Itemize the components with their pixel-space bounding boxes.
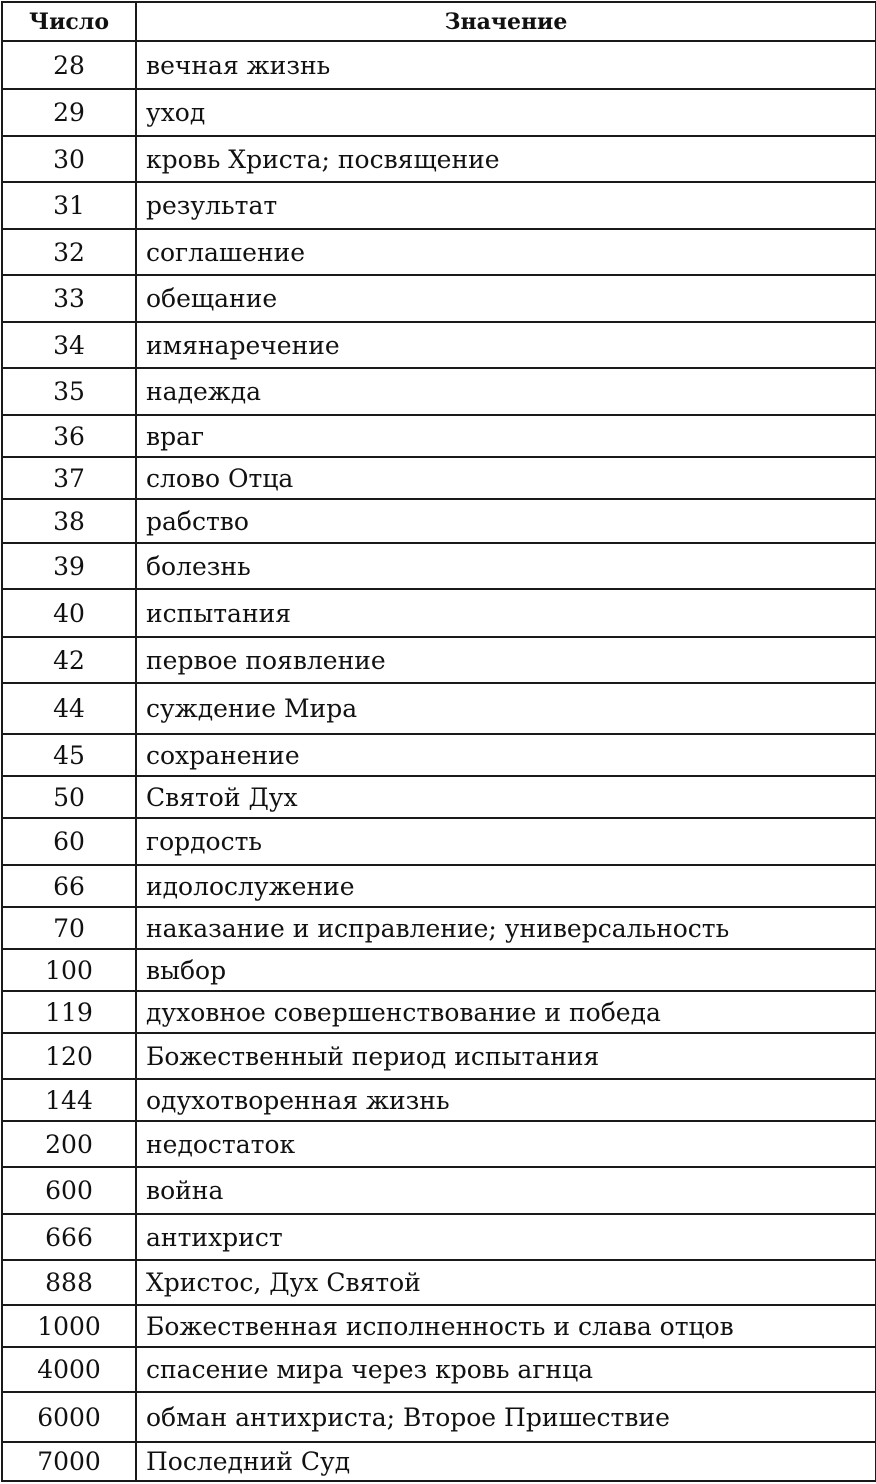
row-meaning: болезнь [136,543,876,589]
table-row [2,776,876,818]
row-meaning: рабство [136,499,876,543]
row-number: 66 [2,865,136,907]
table-row [2,543,876,589]
row-meaning: Христос, Дух Святой [136,1260,876,1305]
table-row [2,949,876,991]
table-row [2,89,876,136]
table-row [2,1033,876,1079]
row-meaning: первое появление [136,637,876,683]
row-number: 888 [2,1260,136,1305]
row-meaning: одухотворенная жизнь [136,1079,876,1121]
header-number: Число [2,2,136,41]
row-meaning: уход [136,89,876,136]
table-row [2,322,876,368]
row-meaning: Святой Дух [136,776,876,818]
table-row [2,637,876,683]
row-number: 60 [2,818,136,865]
row-number: 1000 [2,1305,136,1347]
row-number: 32 [2,229,136,275]
row-number: 119 [2,991,136,1033]
row-number: 33 [2,275,136,322]
table-row [2,1347,876,1392]
row-number: 144 [2,1079,136,1121]
table-row [2,1392,876,1442]
table-row [2,136,876,182]
table-row [2,182,876,229]
row-number: 70 [2,907,136,949]
table-row [2,818,876,865]
table-row [2,1121,876,1167]
table-row [2,41,876,89]
row-meaning: духовное совершенствование и победа [136,991,876,1033]
row-number: 39 [2,543,136,589]
row-meaning: соглашение [136,229,876,275]
row-number: 36 [2,415,136,457]
row-number: 37 [2,457,136,499]
row-meaning: Последний Суд [136,1442,876,1481]
number-meaning-table [1,1,876,1482]
row-meaning: Божественная исполненность и слава отцов [136,1305,876,1347]
row-meaning: обещание [136,275,876,322]
row-number: 600 [2,1167,136,1214]
row-number: 100 [2,949,136,991]
table-row [2,589,876,637]
table-row [2,499,876,543]
row-meaning: сохранение [136,734,876,776]
row-meaning: антихрист [136,1214,876,1260]
row-number: 28 [2,41,136,89]
table-row [2,415,876,457]
row-meaning: слово Отца [136,457,876,499]
header-meaning: Значение [136,2,876,41]
table-row [2,1260,876,1305]
table-header-row [2,2,876,41]
table-row [2,991,876,1033]
row-number: 29 [2,89,136,136]
row-meaning: кровь Христа; посвящение [136,136,876,182]
row-meaning: наказание и исправление; универсальность [136,907,876,949]
row-meaning: надежда [136,368,876,415]
table-body [2,41,876,1481]
row-meaning: имянаречение [136,322,876,368]
row-meaning: спасение мира через кровь агнца [136,1347,876,1392]
row-meaning: испытания [136,589,876,637]
row-number: 666 [2,1214,136,1260]
row-meaning: вечная жизнь [136,41,876,89]
table-row [2,907,876,949]
row-number: 38 [2,499,136,543]
table-row [2,368,876,415]
row-number: 7000 [2,1442,136,1481]
row-meaning: враг [136,415,876,457]
table-row [2,734,876,776]
table-row [2,275,876,322]
row-meaning: суждение Мира [136,683,876,734]
row-meaning: гордость [136,818,876,865]
row-meaning: выбор [136,949,876,991]
table-row [2,229,876,275]
row-number: 50 [2,776,136,818]
row-meaning: результат [136,182,876,229]
row-number: 6000 [2,1392,136,1442]
table-row [2,1214,876,1260]
row-meaning: обман антихриста; Второе Пришествие [136,1392,876,1442]
table-row [2,683,876,734]
row-meaning: идолослужение [136,865,876,907]
row-meaning: война [136,1167,876,1214]
row-meaning: Божественный период испытания [136,1033,876,1079]
row-number: 40 [2,589,136,637]
row-meaning: недостаток [136,1121,876,1167]
row-number: 120 [2,1033,136,1079]
row-number: 44 [2,683,136,734]
row-number: 45 [2,734,136,776]
table-row [2,1442,876,1481]
row-number: 35 [2,368,136,415]
table-row [2,1305,876,1347]
table-row [2,1079,876,1121]
row-number: 30 [2,136,136,182]
row-number: 42 [2,637,136,683]
row-number: 34 [2,322,136,368]
table-row [2,457,876,499]
table-row [2,1167,876,1214]
row-number: 200 [2,1121,136,1167]
table-row [2,865,876,907]
row-number: 31 [2,182,136,229]
row-number: 4000 [2,1347,136,1392]
